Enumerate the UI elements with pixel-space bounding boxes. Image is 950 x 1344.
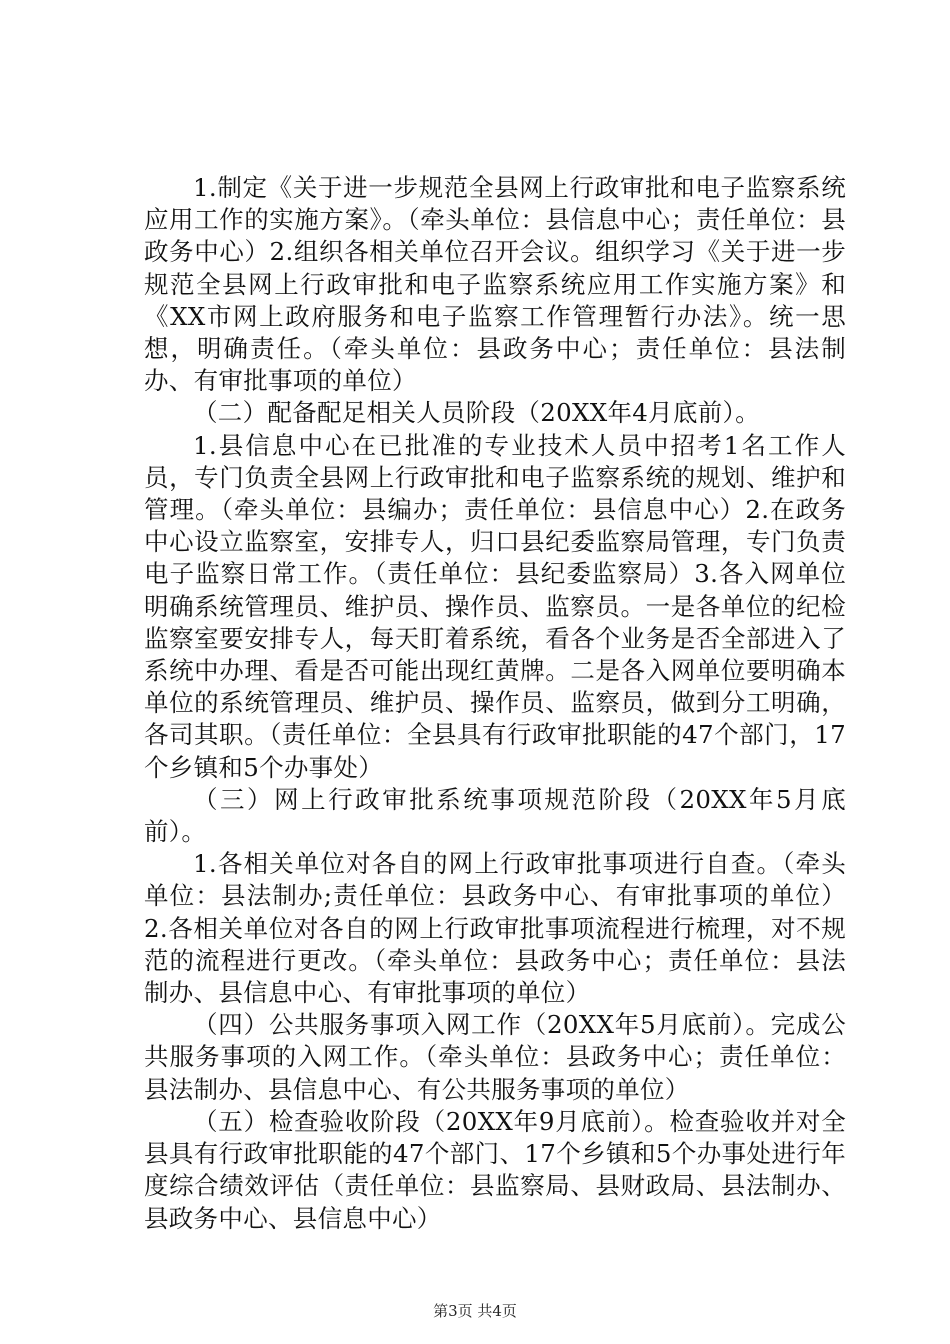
paragraph-stage-four: （四）公共服务事项入网工作（20XX年5月底前）。完成公共服务事项的入网工作。（牵头单位：县政务中心；责任单位：县法制办、县信息中心、有公共服务事项的单位） xyxy=(144,1010,846,1104)
section-heading-three: （三）网上行政审批系统事项规范阶段（20XX年5月底前）。 xyxy=(144,784,846,847)
section-heading-two: （二）配备配足相关人员阶段（20XX年4月底前）。 xyxy=(193,398,760,428)
paragraph-stage-three-tasks: 1.各相关单位对各自的网上行政审批事项进行自查。（牵头单位：县法制办;责任单位：县政务中心、有审批事项的单位）2.各相关单位对各自的网上行政审批事项流程进行梳理，对不规范的流程进行更改。（牵头单位：县政务中心；责任单位：县法制办、县信息中心、有审批事项的单位） xyxy=(144,849,846,1008)
paragraph-stage-two-tasks: 1.县信息中心在已批准的专业技术人员中招考1名工作人员，专门负责全县网上行政审批和电子监察系统的规划、维护和管理。（牵头单位：县编办；责任单位：县信息中心）2.在政务中心设立监察室，安排专人，归口县纪委监察局管理，专门负责电子监察日常工作。（责任单位：县纪委监察局）3.各入网单位明确系统管理员、维护员、操作员、监察员。一是各单位的纪检监察室要安排专人，每天盯着系统，看各个业务是否全部进入了系统中办理、看是否可能出现红黄牌。二是各入网单位要明确本单位的系统管理员、维护员、操作员、监察员，做到分工明确，各司其职。（责任单位：全县具有行政审批职能的47个部门，17个乡镇和5个办事处） xyxy=(144,430,846,782)
page-number-footer: 第3页 共4页 xyxy=(433,1302,517,1320)
paragraph-stage-one-tasks: 1.制定《关于进一步规范全县网上行政审批和电子监察系统应用工作的实施方案》。（牵头单位：县信息中心；责任单位：县政务中心）2.组织各相关单位召开会议。组织学习《关于进一步规范全县网上行政审批和电子监察系统应用工作实施方案》和《XX市网上政府服务和电子监察工作管理暂行办法》。统一思想，明确责任。（牵头单位：县政务中心；责任单位：县法制办、有审批事项的单位） xyxy=(144,173,846,396)
paragraph-stage-five: （五）检查验收阶段（20XX年9月底前）。检查验收并对全县具有行政审批职能的47个部门、17个乡镇和5个办事处进行年度综合绩效评估（责任单位：县监察局、县财政局、县法制办、县政务中心、县信息中心） xyxy=(144,1106,846,1233)
document-body xyxy=(144,172,846,1235)
